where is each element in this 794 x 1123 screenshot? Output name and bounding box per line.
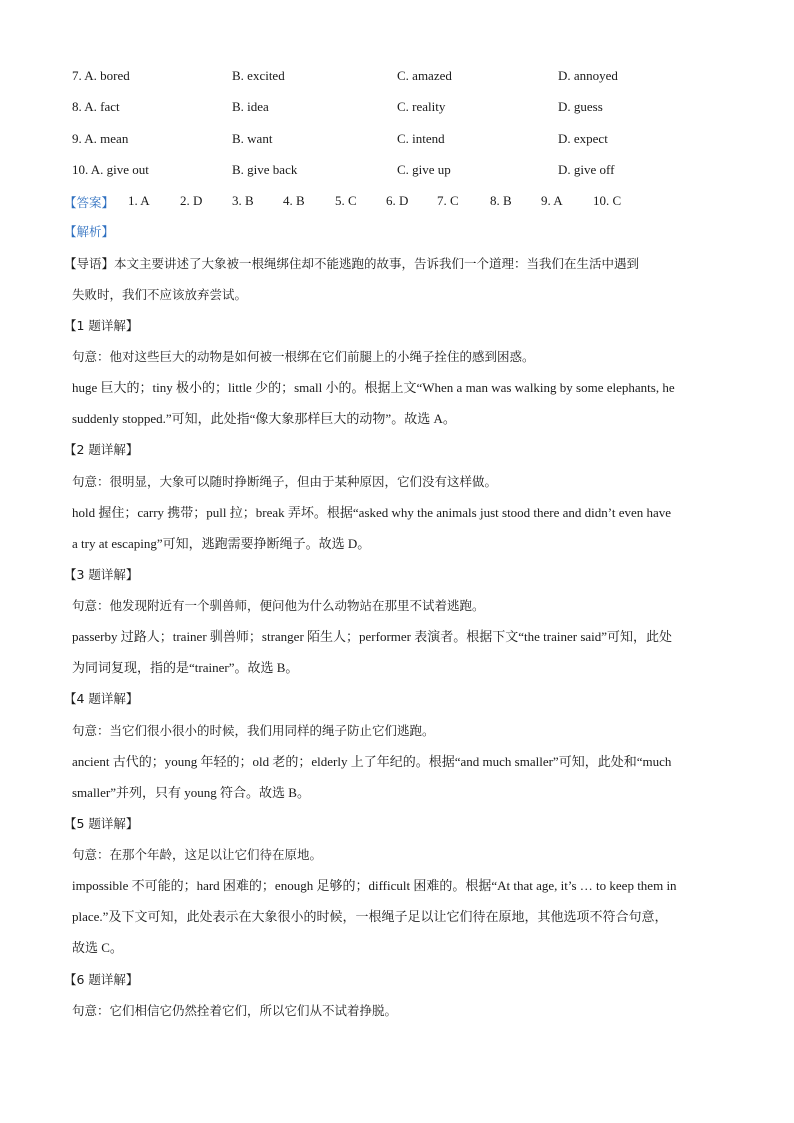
answer-item: 6. D [386,193,409,208]
section-heading: 【6 题详解】 [64,972,139,987]
option-c: C. intend [397,131,445,146]
answer-item: 3. B [232,193,254,208]
sentence-meaning: 句意：它们相信它仍然拴着它们，所以它们从不试着挣脱。 [72,1003,398,1018]
option-d: D. give off [558,162,615,177]
option-a: 8. A. fact [72,99,120,114]
answer-item: 8. B [490,193,512,208]
explanation-line: smaller”并列，只有 young 符合。故选 B。 [72,785,310,800]
answer-item: 5. C [335,193,357,208]
option-c: C. reality [397,99,446,114]
sentence-meaning: 句意：他发现附近有一个驯兽师，便问他为什么动物站在那里不试着逃跑。 [72,598,485,613]
sentence-meaning: 句意：很明显，大象可以随时挣断绳子，但由于某种原因，它们没有这样做。 [72,474,498,489]
section-heading: 【3 题详解】 [64,567,139,582]
explanation-line: huge 巨大的；tiny 极小的；little 少的；small 小的。根据上文“When a man was walking by some elephants, he [72,380,675,395]
intro-line: 失败时，我们不应该放弃尝试。 [72,287,248,302]
explanation-line: a try at escaping”可知，逃跑需要挣断绳子。故选 D。 [72,536,371,551]
option-a: 7. A. bored [72,68,130,83]
explanation-line: hold 握住；carry 携带；pull 拉；break 弄坏。根据“asked why the animals just stood there and didn’t even have [72,505,672,520]
explanation-line: passerby 过路人；trainer 驯兽师；stranger 陌生人；performer 表演者。根据下文“the trainer said”可知，此处 [72,629,673,644]
section-heading: 【2 题详解】 [64,442,139,457]
answer-item: 7. C [437,193,459,208]
explanation-line: impossible 不可能的；hard 困难的；enough 足够的；difficult 困难的。根据“At that age, it’s … to keep them in [72,878,677,893]
option-b: B. idea [232,99,269,114]
option-b: B. want [232,131,273,146]
option-b: B. excited [232,68,285,83]
option-d: D. guess [558,99,603,114]
answer-item: 2. D [180,193,203,208]
explanation-line: 为同词复现，指的是“trainer”。故选 B。 [72,660,299,675]
explanation-line: place.”及下文可知，此处表示在大象很小的时候，一根绳子足以让它们待在原地，其他选项不符合句意， [72,909,668,924]
explanation-line: 故选 C。 [72,940,123,955]
analysis-label: 【解析】 [64,224,115,239]
option-a: 10. A. give out [72,162,149,177]
option-c: C. give up [397,162,451,177]
option-d: D. annoyed [558,68,618,83]
sentence-meaning: 句意：在那个年龄，这足以让它们待在原地。 [72,847,323,862]
answer-item: 4. B [283,193,305,208]
option-c: C. amazed [397,68,452,83]
answer-item: 1. A [128,193,150,208]
section-heading: 【4 题详解】 [64,691,139,706]
answer-item: 9. A [541,193,563,208]
option-a: 9. A. mean [72,131,129,146]
explanation-line: ancient 古代的；young 年轻的；old 老的；elderly 上了年纪的。根据“and much smaller”可知，此处和“much [72,754,672,769]
option-d: D. expect [558,131,608,146]
sentence-meaning: 句意：当它们很小很小的时候，我们用同样的绳子防止它们逃跑。 [72,723,435,738]
option-b: B. give back [232,162,298,177]
section-heading: 【5 题详解】 [64,816,139,831]
section-heading: 【1 题详解】 [64,318,139,333]
explanation-line: suddenly stopped.”可知，此处指“像大象那样巨大的动物”。故选 A。 [72,411,456,426]
answer-label: 【答案】 [64,195,115,210]
intro-line: 【导语】本文主要讲述了大象被一根绳绑住却不能逃跑的故事，告诉我们一个道理：当我们在生活中遇到 [64,256,640,271]
sentence-meaning: 句意：他对这些巨大的动物是如何被一根绑在它们前腿上的小绳子拴住的感到困惑。 [72,349,535,364]
answer-item: 10. C [593,193,622,208]
